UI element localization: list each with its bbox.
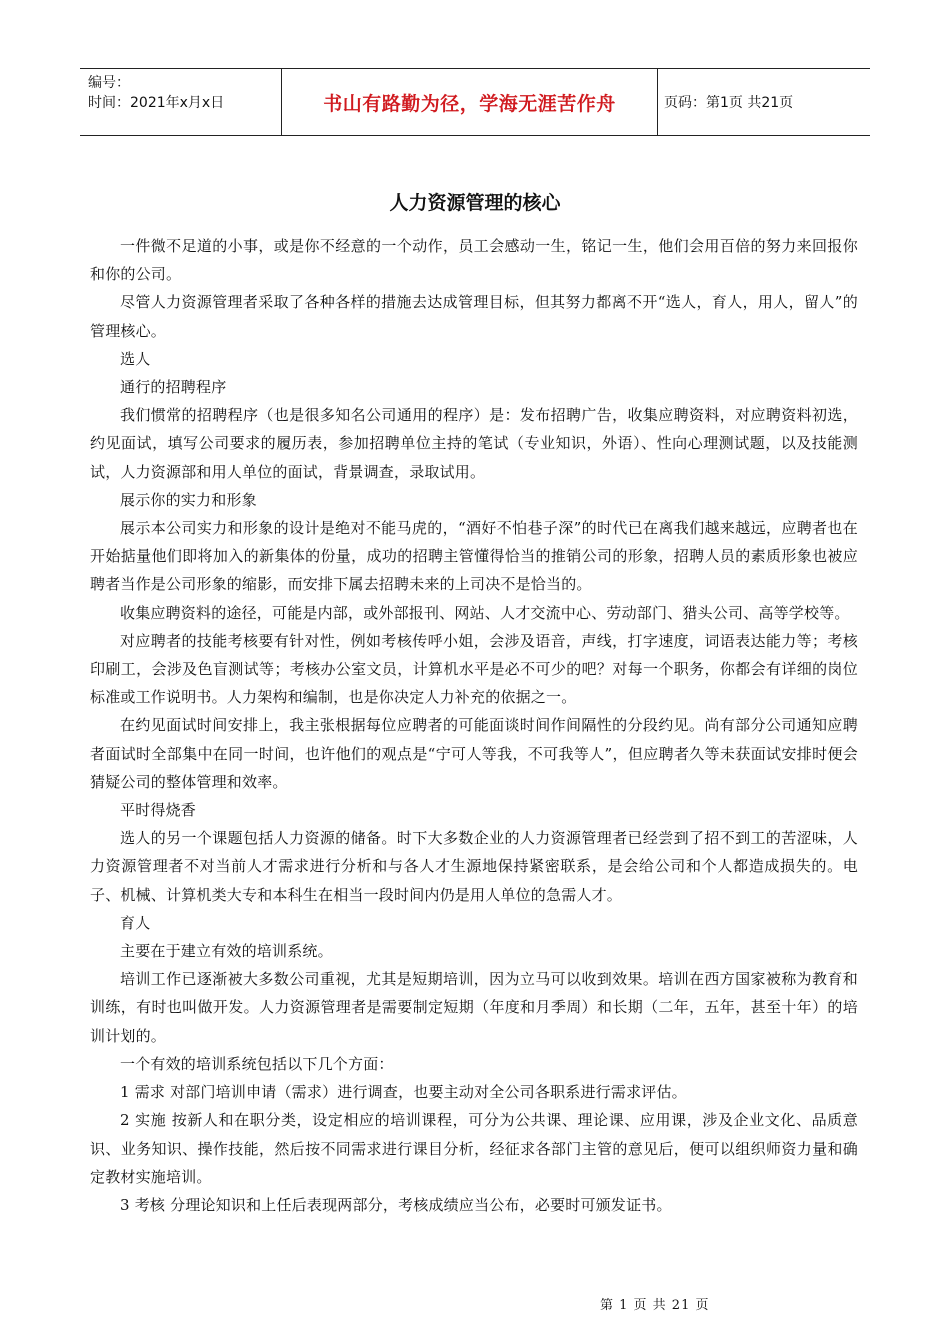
paragraph: 一件微不足道的小事，或是你不经意的一个动作，员工会感动一生，铭记一生，他们会用百倍的努力来回报你和你的公司。 [90, 237, 858, 284]
document-body [90, 232, 858, 1219]
paragraph: 在约见面试时间安排上，我主张根据每位应聘者的可能面谈时间作间隔性的分段约见。尚有部分公司通知应聘者面试时全部集中在同一时间，也许他们的观点是“宁可人等我，不可我等人”，但应聘者久等未获面试安排时便会猜疑公司的整体管理和效率。 [90, 716, 858, 791]
section-heading: 育人 [120, 913, 151, 932]
paragraph: 展示本公司实力和形象的设计是绝对不能马虎的，“酒好不怕巷子深”的时代已在离我们越来越远，应聘者也在开始掂量他们即将加入的新集体的份量，成功的招聘主管懂得恰当的推销公司的形象，招聘人员的素质形象也被应聘者当作是公司形象的缩影，而安排下属去招聘未来的上司决不是恰当的。 [90, 519, 858, 594]
document-number: 编号： [88, 75, 130, 91]
paragraph: 培训工作已逐渐被大多数公司重视，尤其是短期培训，因为立马可以收到效果。培训在西方国家被称为教育和训练，有时也叫做开发。人力资源管理者是需要制定短期（年度和月季周）和长期（二年，五年，甚至十年）的培训计划的。 [90, 970, 858, 1045]
section-heading: 选人 [120, 349, 151, 368]
paragraph: 对应聘者的技能考核要有针对性，例如考核传呼小姐，会涉及语音，声线，打字速度，词语表达能力等；考核印刷工，会涉及色盲测试等；考核办公室文员，计算机水平是必不可少的吧？对每一个职务，你都会有详细的岗位标准或工作说明书。人力架构和编制，也是你决定人力补充的依据之一。 [90, 631, 858, 707]
document-date: 时间：2021年x月x日 [88, 95, 225, 111]
header-page-info-cell [658, 69, 870, 135]
header-motto: 书山有路勤为径，学海无涯苦作舟 [323, 92, 616, 115]
list-item: 1 需求 对部门培训申请（需求）进行调查，也要主动对全公司各职系进行需求评估。 [120, 1083, 687, 1102]
paragraph: 收集应聘资料的途径，可能是内部，或外部报刊、网站、人才交流中心、劳动部门、猎头公司、高等学校等。 [120, 603, 850, 622]
paragraph: 选人的另一个课题包括人力资源的储备。时下大多数企业的人力资源管理者已经尝到了招不到工的苦涩味，人力资源管理者不对当前人才需求进行分析和与各人才生源地保持紧密联系，是会给公司和个人都造成损失的。电子、机械、计算机类大专和本科生在相当一段时间内仍是用人单位的急需人才。 [90, 829, 858, 904]
subsection-heading: 通行的招聘程序 [120, 378, 227, 397]
paragraph: 我们惯常的招聘程序（也是很多知名公司通用的程序）是：发布招聘广告，收集应聘资料，对应聘资料初选，约见面试，填写公司要求的履历表，参加招聘单位主持的笔试（专业知识，外语）、性向心理测试题，以及技能测试，人力资源部和用人单位的面试，背景调查，录取试用。 [90, 406, 858, 481]
header-page-info: 页码：第1页 共21页 [664, 95, 794, 111]
header-motto-cell [282, 69, 658, 135]
page-title: 人力资源管理的核心 [389, 192, 561, 214]
paragraph: 尽管人力资源管理者采取了各种各样的措施去达成管理目标，但其努力都离不开“选人，育人，用人，留人”的管理核心。 [90, 293, 858, 340]
paragraph: 主要在于建立有效的培训系统。 [120, 942, 333, 961]
list-item: 3 考核 分理论知识和上任后表现两部分，考核成绩应当公布，必要时可颁发证书。 [120, 1195, 672, 1214]
page-footer: 第 1 页 共 21 页 [600, 1298, 710, 1313]
paragraph: 一个有效的培训系统包括以下几个方面： [120, 1054, 394, 1073]
document-header [80, 68, 870, 136]
subsection-heading: 展示你的实力和形象 [120, 490, 257, 509]
list-item: 2 实施 按新人和在职分类，设定相应的培训课程，可分为公共课、理论课、应用课，涉及企业文化、品质意识、业务知识、操作技能，然后按不同需求进行课目分析，经征求各部门主管的意见后，便可以组织师资力量和确定教材实施培训。 [90, 1111, 858, 1186]
subsection-heading: 平时得烧香 [120, 801, 197, 820]
header-meta [80, 69, 282, 135]
